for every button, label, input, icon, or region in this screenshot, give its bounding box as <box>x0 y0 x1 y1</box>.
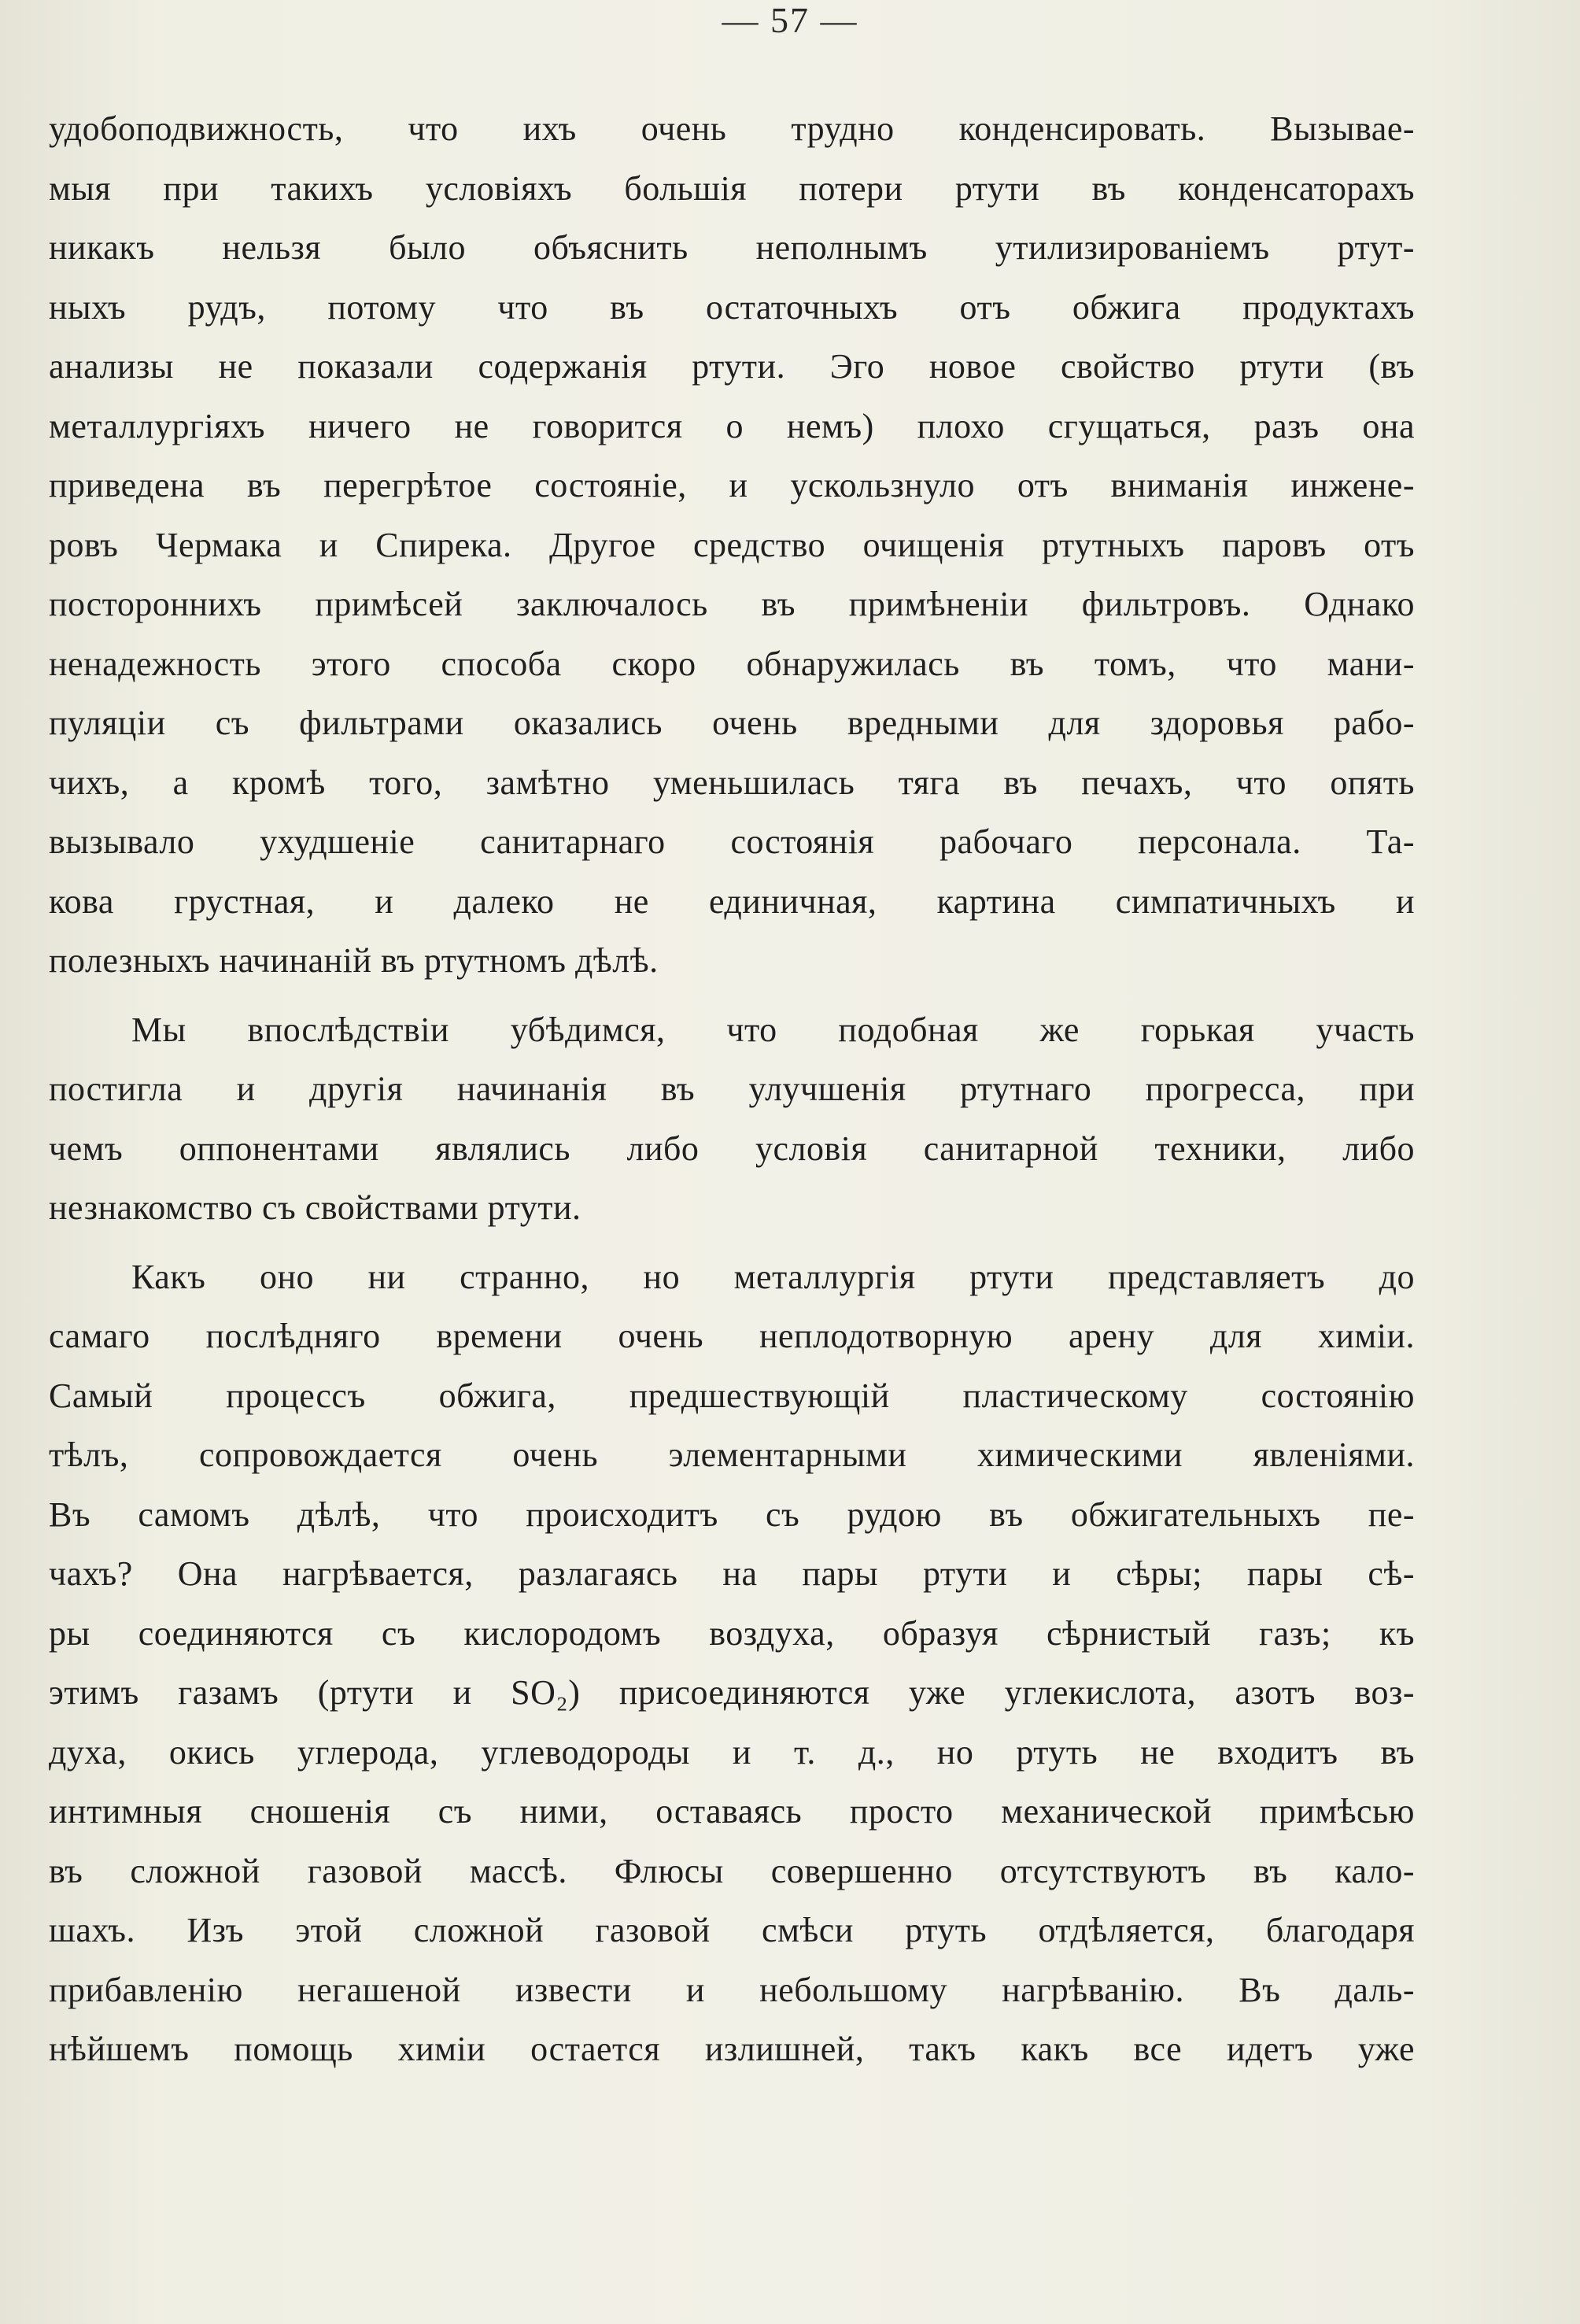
page-number: — 57 — <box>722 0 858 40</box>
text-line: чахъ? Она нагрѣвается, разлагаясь на пары ртути и сѣры; пары сѣ- <box>49 1554 1415 1593</box>
text-line: мыя при такихъ условіяхъ большія потери ртути въ конденсаторахъ <box>49 168 1415 208</box>
text-line: шахъ. Изъ этой сложной газовой смѣси ртуть отдѣляется, благодаря <box>49 1911 1415 1949</box>
text-line: интимныя сношенія съ ними, оставаясь просто механической примѣсью <box>49 1792 1415 1831</box>
text-line: вызывало ухудшеніе санитарнаго состоянія рабочаго персонала. Та- <box>49 822 1415 861</box>
text-line: кова грустная, и далеко не единичная, картина симпатичныхъ и <box>49 881 1415 921</box>
text-line: чемъ оппонентами являлись либо условія санитарной техники, либо <box>49 1129 1415 1168</box>
text-line: ненадежность этого способа скоро обнаружилась въ томъ, что мани- <box>49 644 1415 683</box>
text-line: самаго послѣдняго времени очень неплодотворную арену для химіи. <box>49 1317 1415 1355</box>
text-line: пуляціи съ фильтрами оказались очень вредными для здоровья рабо- <box>49 704 1415 742</box>
text-line: Въ самомъ дѣлѣ, что происходитъ съ рудою въ обжигательныхъ пе- <box>49 1495 1415 1534</box>
text-line: ровъ Чермака и Спирека. Другое средство очищенія ртутныхъ паровъ отъ <box>49 525 1415 564</box>
text-line: полезныхъ начинаній въ ртутномъ дѣлѣ. <box>49 941 659 980</box>
text-line: постигла и другія начинанія въ улучшенія ртутнаго прогресса, при <box>49 1070 1415 1108</box>
text-line: этимъ газамъ (ртути и SO₂) присоединяются уже углекислота, азотъ воз- <box>49 1673 1415 1712</box>
text-line: нѣйшемъ помощь химіи остается излишней, такъ какъ все идетъ уже <box>49 2030 1415 2068</box>
paragraph-gap <box>49 1238 1415 1247</box>
text-line: Мы впослѣдствіи убѣдимся, что подобная же горькая участь <box>131 1010 1415 1049</box>
text-line: прибавленію негашеной извести и небольшому нагрѣванію. Въ даль- <box>49 1970 1415 2009</box>
text-line: незнакомство съ свойствами ртути. <box>49 1188 581 1227</box>
text-line: удобоподвижность, что ихъ очень трудно конденсировать. Вызывае- <box>49 109 1415 148</box>
body-text <box>49 99 1415 2079</box>
text-line: Самый процессъ обжига, предшествующій пластическому состоянію <box>49 1376 1415 1415</box>
text-line: постороннихъ примѣсей заключалось въ примѣненіи фильтровъ. Однако <box>49 585 1415 623</box>
text-line: чихъ, а кромѣ того, замѣтно уменьшилась тяга въ печахъ, что опять <box>49 763 1415 802</box>
text-line: металлургіяхъ ничего не говорится о немъ) плохо сгущаться, разъ она <box>49 406 1415 445</box>
text-line: приведена въ перегрѣтое состояніе, и ускользнуло отъ вниманія инжене- <box>49 466 1415 504</box>
text-line: ныхъ рудъ, потому что въ остаточныхъ отъ обжига продуктахъ <box>49 287 1415 327</box>
paragraph-gap <box>49 991 1415 1000</box>
text-line: никакъ нельзя было объяснить неполнымъ утилизированіемъ ртут- <box>49 228 1415 267</box>
text-line: въ сложной газовой массѣ. Флюсы совершенно отсутствуютъ въ кало- <box>49 1851 1415 1890</box>
text-line: Какъ оно ни странно, но металлургія ртути представляетъ до <box>131 1257 1415 1296</box>
text-line: ры соединяются съ кислородомъ воздуха, образуя сѣрнистый газъ; къ <box>49 1613 1415 1653</box>
text-line: анализы не показали содержанія ртути. Эго новое свойство ртути (въ <box>49 347 1415 386</box>
text-line: духа, окись углерода, углеводороды и т. д., но ртуть не входитъ въ <box>49 1732 1415 1772</box>
text-line: тѣлъ, сопровождается очень элементарными химическими явленіями. <box>49 1435 1415 1474</box>
